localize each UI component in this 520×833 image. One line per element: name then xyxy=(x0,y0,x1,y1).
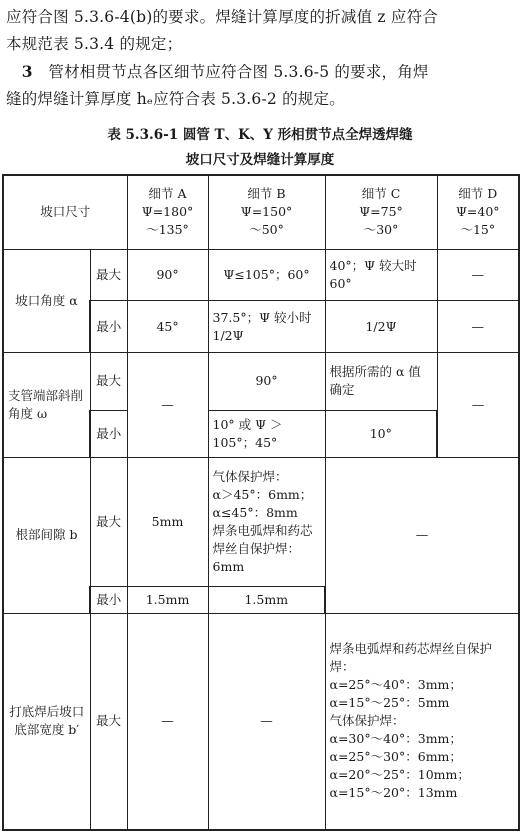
row-label-groove-angle: 坡口角度 α xyxy=(3,249,90,352)
cell-gap-cd: — xyxy=(325,458,519,614)
cell-bevel-min-b: 10° 或 Ψ ＞105°；45° xyxy=(208,410,325,457)
cell-bevel-max-b: 90° xyxy=(208,352,325,410)
table-caption-title: 表 5.3.6-1 圆管 T、K、Y 形相贯节点全焊透焊缝 xyxy=(107,127,413,143)
col-header-detail-a: 细节 A Ψ=180° ～135° xyxy=(127,175,208,249)
sub-label-max: 最大 xyxy=(90,352,127,410)
intro-line: 缝的焊缝计算厚度 hₑ应符合表 5.3.6-2 的规定。 xyxy=(6,90,345,108)
corner-header: 坡口尺寸 xyxy=(3,175,127,249)
cell-groove-max-a: 90° xyxy=(127,249,208,301)
cell-width-cd: 焊条电弧焊和药芯焊丝自保护焊： α=25°～40°：3mm； α=15°～25°：5mm 气体保护焊： α=30°～40°：3mm； α=25°～30°：6mm； α=20°～25°：10mm； α=15°～20°：13mm xyxy=(325,613,519,830)
row-label-root-gap: 根部间隙 b xyxy=(3,458,90,614)
cell-groove-max-d: — xyxy=(437,249,519,301)
cell-groove-min-c: 1/2Ψ xyxy=(325,301,437,353)
table-row xyxy=(3,613,519,830)
cell-groove-max-c: 40°；Ψ 较大时 60° xyxy=(325,249,437,301)
table-row xyxy=(3,352,519,410)
intro-paragraph-2 xyxy=(6,58,516,113)
cell-gap-min-b: 1.5mm xyxy=(208,587,325,614)
col-header-detail-b: 细节 B Ψ=150° ～50° xyxy=(208,175,325,249)
col-header-detail-d: 细节 D Ψ=40° ～15° xyxy=(437,175,519,249)
intro-text: 管材相贯节点各区细节应符合图 5.3.6-5 的要求，角焊 xyxy=(48,63,429,81)
sub-label-min: 最小 xyxy=(90,301,127,353)
cell-groove-max-b: Ψ≤105°；60° xyxy=(208,249,325,301)
cell-bevel-d: — xyxy=(437,352,519,457)
cell-bevel-a: — xyxy=(127,352,208,457)
row-label-bevel-angle: 支管端部斜削角度 ω xyxy=(3,352,90,457)
cell-groove-min-d: — xyxy=(437,301,519,353)
intro-line: 本规范表 5.3.4 的规定； xyxy=(6,35,183,53)
intro-line xyxy=(6,58,516,86)
sub-label-max: 最大 xyxy=(90,613,127,830)
sub-label-min: 最小 xyxy=(90,410,127,457)
table-row xyxy=(3,249,519,301)
cell-width-a: — xyxy=(127,613,208,830)
table-header-row xyxy=(3,175,519,249)
row-label-root-width: 打底焊后坡口底部宽度 b′ xyxy=(3,613,90,830)
cell-groove-min-a: 45° xyxy=(127,301,208,353)
item-number: 3 xyxy=(21,62,33,81)
groove-dimension-table xyxy=(2,174,520,831)
intro-line: 应符合图 5.3.6-4(b)的要求。焊缝计算厚度的折减值 z 应符合 xyxy=(6,8,439,26)
sub-label-min: 最小 xyxy=(90,587,127,614)
cell-bevel-min-c: 10° xyxy=(325,410,437,457)
table-row xyxy=(3,458,519,587)
cell-width-b: — xyxy=(208,613,325,830)
cell-gap-max-b: 气体保护焊： α＞45°：6mm； α≤45°：8mm 焊条电弧焊和药芯焊丝自保护焊：6mm xyxy=(208,458,325,587)
intro-paragraph-1 xyxy=(6,4,516,58)
cell-bevel-max-c: 根据所需的 α 值确定 xyxy=(325,352,437,410)
sub-label-max: 最大 xyxy=(90,249,127,301)
sub-label-max: 最大 xyxy=(90,458,127,587)
cell-gap-min-a: 1.5mm xyxy=(127,587,208,614)
cell-gap-max-a: 5mm xyxy=(127,458,208,587)
table-caption-subtitle: 坡口尺寸及焊缝计算厚度 xyxy=(185,152,335,168)
cell-groove-min-b: 37.5°；Ψ 较小时 1/2Ψ xyxy=(208,301,325,353)
col-header-detail-c: 细节 C Ψ=75° ～30° xyxy=(325,175,437,249)
